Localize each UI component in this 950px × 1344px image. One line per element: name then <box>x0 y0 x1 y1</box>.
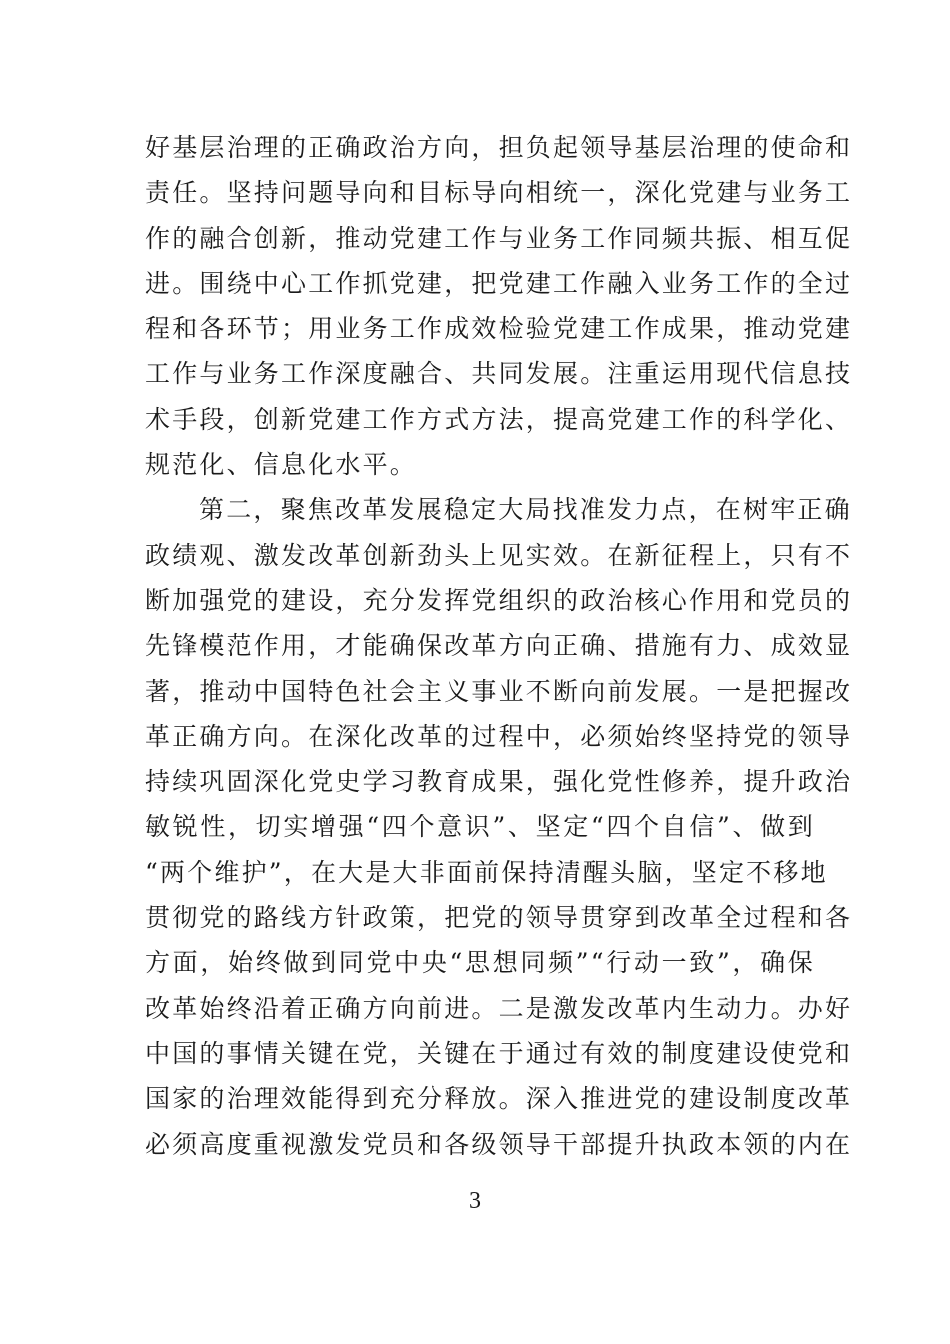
text-line: 规范化、信息化水平。 <box>145 450 418 480</box>
text-line: 敏锐性，切实增强“四个意识”、坚定“四个自信”、做到 <box>145 812 815 842</box>
text-line: 好基层治理的正确政治方向，担负起领导基层治理的使命和 <box>145 133 853 162</box>
text-line: 作的融合创新，推动党建工作与业务工作同频共振、相互促 <box>145 223 853 253</box>
page-number: 3 <box>469 1188 481 1214</box>
paragraph-1 <box>145 125 853 487</box>
text-line: 第二，聚焦改革发展稳定大局找准发力点，在树牢正确 <box>199 495 852 525</box>
text-line: 责任。坚持问题导向和目标导向相统一，深化党建与业务工 <box>145 178 853 208</box>
text-line: 国家的治理效能得到充分释放。深入推进党的建设制度改革 <box>145 1084 853 1114</box>
text-line: 持续巩固深化党史学习教育成果，强化党性修养，提升政治 <box>145 767 853 797</box>
text-line: 先锋模范作用，才能确保改革方向正确、措施有力、成效显 <box>145 631 853 661</box>
text-line: 著，推动中国特色社会主义事业不断向前发展。一是把握改 <box>145 676 853 706</box>
text-line: 政绩观、激发改革创新劲头上见实效。在新征程上，只有不 <box>145 540 853 570</box>
text-line: 中国的事情关键在党，关键在于通过有效的制度建设使党和 <box>145 1038 853 1068</box>
text-line: 必须高度重视激发党员和各级领导干部提升执政本领的内在 <box>145 1129 853 1159</box>
text-line: 程和各环节；用业务工作成效检验党建工作成果，推动党建 <box>145 314 853 344</box>
body-text <box>145 125 853 1167</box>
text-line: 改革始终沿着正确方向前进。二是激发改革内生动力。办好 <box>145 993 853 1023</box>
text-line: 术手段，创新党建工作方式方法，提高党建工作的科学化、 <box>145 404 853 434</box>
text-line: 方面，始终做到同党中央“思想同频”“行动一致”，确保 <box>145 948 815 978</box>
text-line: 断加强党的建设，充分发挥党组织的政治核心作用和党员的 <box>145 585 853 615</box>
text-line: 工作与业务工作深度融合、共同发展。注重运用现代信息技 <box>145 359 853 389</box>
text-line: “两个维护”，在大是大非面前保持清醒头脑，坚定不移地 <box>145 857 828 887</box>
text-line: 贯彻党的路线方针政策，把党的领导贯穿到改革全过程和各 <box>145 903 853 933</box>
text-line: 进。围绕中心工作抓党建，把党建工作融入业务工作的全过 <box>145 268 853 298</box>
text-line: 革正确方向。在深化改革的过程中，必须始终坚持党的领导 <box>145 721 853 751</box>
paragraph-2 <box>145 487 853 1166</box>
